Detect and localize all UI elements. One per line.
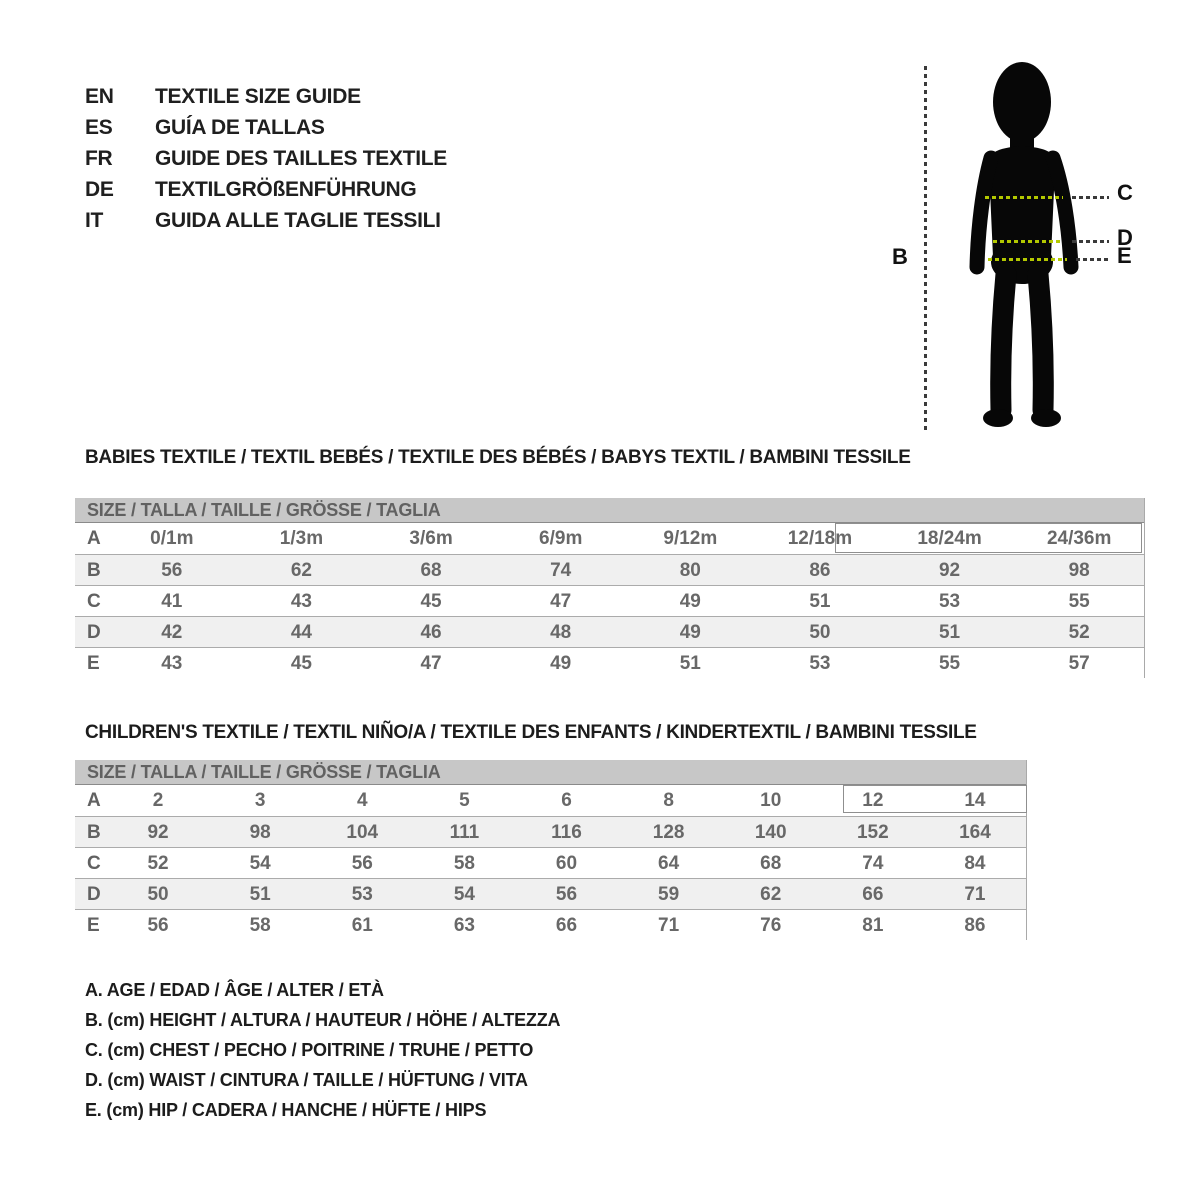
- table-cell: 45: [290, 653, 312, 674]
- lang-title: GUIDA ALLE TAGLIE TESSILI: [155, 209, 441, 232]
- table-cell: 76: [760, 915, 782, 936]
- table-row-B: [75, 554, 1144, 585]
- measurement-legend: [85, 975, 560, 1125]
- height-measure-label: B: [892, 244, 908, 269]
- table-cell: 56: [147, 915, 169, 936]
- table-cell: 128: [652, 822, 685, 843]
- table-cell: 68: [420, 560, 442, 581]
- table-cell: 5: [459, 790, 470, 811]
- table-cell: 58: [249, 915, 271, 936]
- table-cell: 56: [161, 560, 183, 581]
- table-cell: 66: [555, 915, 578, 936]
- table-cell: 42: [161, 622, 183, 643]
- table-cell: 45: [420, 591, 442, 612]
- lang-row-it: [85, 205, 447, 236]
- table-cell: 66: [862, 884, 884, 905]
- table-cell: 51: [938, 622, 961, 643]
- table-cell: 84: [964, 853, 986, 874]
- waist-dashed-line: [1072, 240, 1109, 243]
- table-cell: 50: [809, 622, 831, 643]
- table-cell: 3: [254, 790, 266, 811]
- lang-code: IT: [85, 209, 104, 232]
- size-table-header: SIZE / TALLA / TAILLE / GRÖSSE / TAGLIA: [75, 498, 1144, 523]
- size-table-header: SIZE / TALLA / TAILLE / GRÖSSE / TAGLIA: [75, 760, 1026, 785]
- table-row-B: [75, 816, 1026, 847]
- hip-dashed-line: [1076, 258, 1110, 261]
- table-cell: 18/24m: [917, 528, 982, 549]
- table-cell: 53: [351, 884, 373, 905]
- height-dashed-line: [924, 66, 927, 430]
- table-cell: 92: [938, 560, 961, 581]
- row-label: D: [87, 622, 101, 643]
- table-cell: 140: [754, 822, 787, 843]
- table-cell: 2: [152, 790, 164, 811]
- table-cell: 41: [161, 591, 183, 612]
- table-cell: 14: [964, 790, 986, 811]
- children-size-table: [75, 760, 1027, 940]
- table-cell: 81: [862, 915, 884, 936]
- table-cell: 58: [453, 853, 475, 874]
- lang-code: EN: [85, 85, 114, 108]
- table-cell: 51: [249, 884, 271, 905]
- table-cell: 46: [420, 622, 442, 643]
- legend-waist: D. (cm) WAIST / CINTURA / TAILLE / HÜFTUNG / VITA: [85, 1070, 528, 1090]
- table-cell: 6/9m: [539, 528, 583, 549]
- measurement-figure: [880, 48, 1200, 448]
- table-cell: 56: [351, 853, 373, 874]
- table-cell: 98: [1068, 560, 1090, 581]
- lang-code: ES: [85, 116, 113, 139]
- hip-measure-label: E: [1117, 243, 1132, 268]
- table-cell: 6: [561, 790, 572, 811]
- table-cell: 49: [679, 591, 701, 612]
- table-cell: 24/36m: [1046, 528, 1112, 549]
- table-cell: 9/12m: [663, 528, 718, 549]
- table-cell: 51: [809, 591, 831, 612]
- row-label: B: [87, 822, 101, 843]
- table-cell: 57: [1068, 653, 1090, 674]
- table-cell: 55: [938, 653, 961, 674]
- table-cell: 86: [964, 915, 986, 936]
- table-cell: 56: [555, 884, 578, 905]
- legend-age: A. AGE / EDAD / ÂGE / ALTER / ETÀ: [85, 980, 384, 1000]
- table-cell: 10: [760, 790, 782, 811]
- size-table-rows: [75, 523, 1144, 678]
- table-cell: 54: [249, 853, 271, 874]
- table-cell: 49: [550, 653, 572, 674]
- table-cell: 50: [147, 884, 169, 905]
- language-title-list: [85, 81, 447, 236]
- table-cell: 104: [346, 822, 379, 843]
- legend-hip: E. (cm) HIP / CADERA / HANCHE / HÜFTE / HIPS: [85, 1100, 487, 1120]
- table-row-A: [75, 523, 1144, 554]
- legend-height: B. (cm) HEIGHT / ALTURA / HAUTEUR / HÖHE / ALTEZZA: [85, 1010, 561, 1030]
- table-cell: 92: [147, 822, 169, 843]
- row-label: A: [87, 790, 101, 811]
- chest-dashed-line-accent: [985, 196, 1063, 199]
- table-cell: 53: [938, 591, 961, 612]
- table-cell: 164: [959, 822, 991, 843]
- table-cell: 60: [555, 853, 578, 874]
- row-label: E: [87, 915, 100, 936]
- table-cell: 55: [1068, 591, 1090, 612]
- table-cell: 116: [551, 822, 582, 843]
- table-row-A: [75, 785, 1026, 816]
- table-row-D: [75, 878, 1026, 909]
- table-cell: 52: [1068, 622, 1090, 643]
- lang-title: TEXTILGRÖßENFÜHRUNG: [155, 178, 417, 201]
- table-cell: 71: [964, 884, 986, 905]
- babies-section-heading: BABIES TEXTILE / TEXTIL BEBÉS / TEXTILE DES BÉBÉS / BABYS TEXTIL / BAMBINI TESSILE: [85, 447, 911, 468]
- lang-row-fr: [85, 143, 447, 174]
- lang-row-es: [85, 112, 447, 143]
- lang-row-en: [85, 81, 447, 112]
- table-cell: 47: [420, 653, 442, 674]
- table-cell: 64: [658, 853, 680, 874]
- row-label: C: [87, 591, 101, 612]
- row-label: C: [87, 853, 101, 874]
- table-cell: 152: [856, 822, 889, 843]
- table-row-E: [75, 909, 1026, 940]
- table-cell: 48: [550, 622, 572, 643]
- table-cell: 51: [679, 653, 701, 674]
- row-label: D: [87, 884, 101, 905]
- table-cell: 49: [679, 622, 701, 643]
- table-cell: 8: [663, 790, 674, 811]
- hip-dashed-line-accent: [988, 258, 1067, 261]
- table-cell: 43: [290, 591, 312, 612]
- size-table-rows: [75, 785, 1026, 940]
- legend-chest: C. (cm) CHEST / PECHO / POITRINE / TRUHE / PETTO: [85, 1040, 534, 1060]
- table-cell: 61: [351, 915, 373, 936]
- lang-title: GUÍA DE TALLAS: [155, 116, 325, 139]
- table-cell: 62: [760, 884, 782, 905]
- table-cell: 71: [658, 915, 680, 936]
- table-cell: 4: [356, 790, 368, 811]
- table-cell: 74: [862, 853, 884, 874]
- table-cell: 12/18m: [787, 528, 853, 549]
- lang-title: GUIDE DES TAILLES TEXTILE: [155, 147, 447, 170]
- table-row-E: [75, 647, 1144, 678]
- lang-row-de: [85, 174, 447, 205]
- waist-measure-label: D: [1117, 225, 1133, 250]
- table-cell: 53: [809, 653, 831, 674]
- table-cell: 63: [453, 915, 475, 936]
- row-label: B: [87, 560, 101, 581]
- chest-measure-label: C: [1117, 180, 1133, 205]
- table-row-C: [75, 847, 1026, 878]
- table-cell: 47: [550, 591, 572, 612]
- table-cell: 86: [809, 560, 831, 581]
- table-cell: 74: [550, 560, 572, 581]
- table-cell: 54: [453, 884, 475, 905]
- lang-code: DE: [85, 178, 114, 201]
- lang-title: TEXTILE SIZE GUIDE: [155, 85, 361, 108]
- chest-dashed-line: [1072, 196, 1109, 199]
- table-cell: 12: [862, 790, 884, 811]
- babies-size-table: [75, 498, 1145, 678]
- table-cell: 52: [147, 853, 169, 874]
- table-cell: 59: [658, 884, 680, 905]
- table-cell: 68: [760, 853, 782, 874]
- children-section-heading: CHILDREN'S TEXTILE / TEXTIL NIÑO/A / TEXTILE DES ENFANTS / KINDERTEXTIL / BAMBINI TESSILE: [85, 722, 977, 743]
- row-label: A: [87, 528, 101, 549]
- table-cell: 62: [290, 560, 312, 581]
- table-cell: 43: [161, 653, 183, 674]
- table-row-D: [75, 616, 1144, 647]
- table-cell: 80: [679, 560, 701, 581]
- table-cell: 1/3m: [279, 528, 324, 549]
- table-cell: 3/6m: [409, 528, 453, 549]
- table-cell: 0/1m: [150, 528, 194, 549]
- table-cell: 98: [249, 822, 271, 843]
- row-label: E: [87, 653, 100, 674]
- table-cell: 44: [290, 622, 312, 643]
- lang-code: FR: [85, 147, 113, 170]
- table-row-C: [75, 585, 1144, 616]
- waist-dashed-line-accent: [993, 240, 1063, 243]
- table-cell: 111: [449, 822, 480, 843]
